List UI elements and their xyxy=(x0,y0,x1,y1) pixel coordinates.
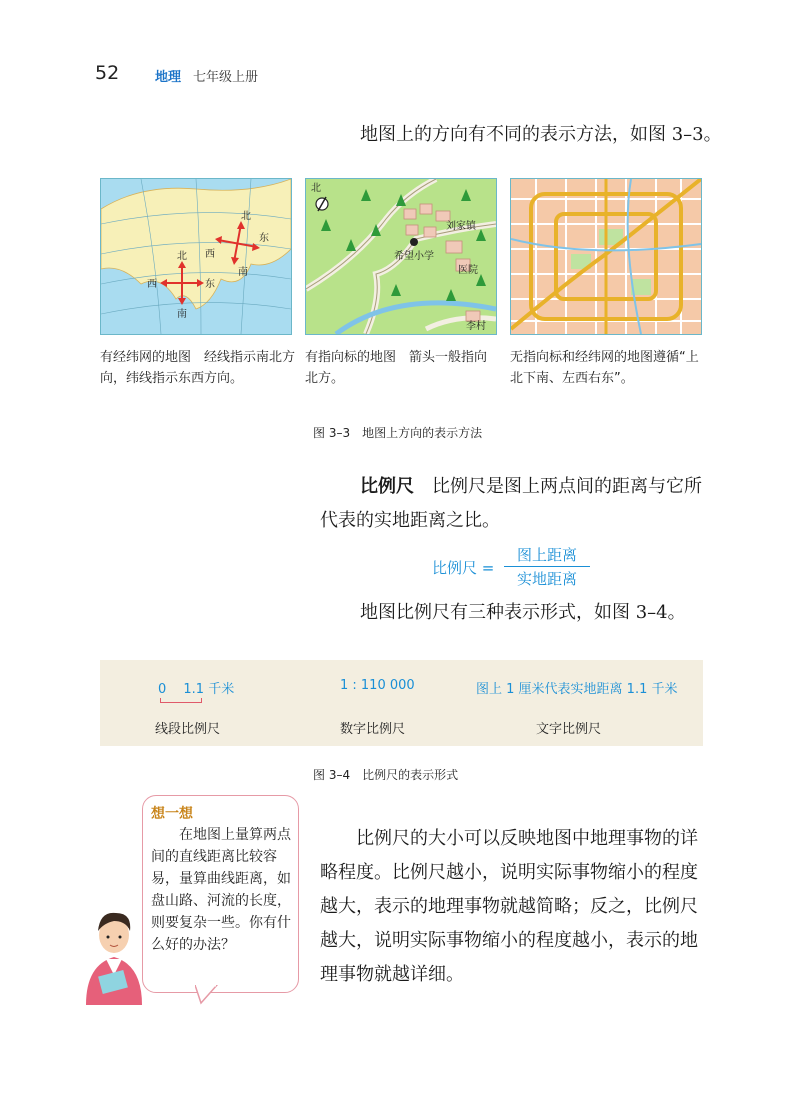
map3-caption: 无指向标和经纬网的地图遵循“上北下南、左西右东”。 xyxy=(510,350,699,386)
formula-numerator: 图上距离 xyxy=(516,546,577,564)
graticule-map xyxy=(100,178,292,335)
formula-lhs: 比例尺 = xyxy=(432,559,495,577)
map1-north2-label: 北 xyxy=(241,211,251,222)
map1-north-label: 北 xyxy=(177,251,187,262)
formula-denominator: 实地距离 xyxy=(516,570,577,588)
map2-north-label: 北 xyxy=(311,183,321,194)
numeric-scale-value: 1 : 110 000 xyxy=(340,678,415,693)
figure-3-4-caption: 图 3–4 比例尺的表示形式 xyxy=(313,768,459,782)
map1-west-label: 西 xyxy=(147,279,157,290)
scale-forms-panel xyxy=(100,660,703,746)
student-illustration xyxy=(78,895,150,1005)
think-text: 在地图上量算两点间的直线距离比较容易，量算曲线距离，如盘山路、河流的长度，则要复杂一些。你有什么好的办法？ xyxy=(151,827,291,953)
grade-label: 七年级上册 xyxy=(193,70,259,85)
map2-school-label: 希望小学 xyxy=(394,251,434,262)
scale-term: 比例尺 xyxy=(360,476,414,497)
scale-definition-text: 比例尺是图上两点间的距离与它所代表的实地距离之比。 xyxy=(320,476,702,531)
compass-map xyxy=(305,178,497,335)
text-scale-label: 文字比例尺 xyxy=(536,722,602,737)
scale-detail-paragraph: 比例尺的大小可以反映地图中地理事物的详略程度。比例尺越小，说明实际事物缩小的程度越大，表示的地理事物就越简略；反之，比例尺越大，说明实际事物缩小的程度越小，表示的地理事物就越详细。 xyxy=(320,828,698,985)
intro-paragraph: 地图上的方向有不同的表示方法，如图 3–3。 xyxy=(360,124,722,145)
line-scale-label: 线段比例尺 xyxy=(155,722,221,737)
scale-forms-paragraph: 地图比例尺有三种表示形式，如图 3–4。 xyxy=(360,602,686,623)
map2-hospital-label: 医院 xyxy=(458,265,478,276)
map1-west2-label: 西 xyxy=(205,249,215,260)
map1-east2-label: 东 xyxy=(259,233,269,244)
numeric-scale-label: 数字比例尺 xyxy=(340,722,406,737)
bubble-tail xyxy=(195,985,225,1005)
map1-south-label: 南 xyxy=(177,309,187,320)
subject-label: 地理 xyxy=(155,70,182,85)
think-title: 想一想 xyxy=(151,806,193,822)
city-map xyxy=(510,178,702,335)
page-number: 52 xyxy=(95,62,120,84)
scale-definition-paragraph xyxy=(320,470,715,538)
line-scale-bar xyxy=(160,698,202,703)
think-bubble xyxy=(142,795,299,993)
map1-caption: 有经纬网的地图 经线指示南北方向，纬线指示东西方向。 xyxy=(100,350,296,386)
map1-south2-label: 南 xyxy=(238,267,248,278)
map2-caption: 有指向标的地图 箭头一般指向北方。 xyxy=(305,350,488,386)
map2-village-label: 李村 xyxy=(466,321,486,332)
text-scale-value: 图上 1 厘米代表实地距离 1.1 千米 xyxy=(476,682,678,697)
line-scale-value: 0 1.1 千米 xyxy=(158,682,235,697)
formula-fraction-bar xyxy=(504,566,590,567)
map1-east-label: 东 xyxy=(205,279,215,290)
figure-3-3-caption: 图 3–3 地图上方向的表示方法 xyxy=(313,426,483,440)
map2-town-label: 刘家镇 xyxy=(446,221,476,232)
